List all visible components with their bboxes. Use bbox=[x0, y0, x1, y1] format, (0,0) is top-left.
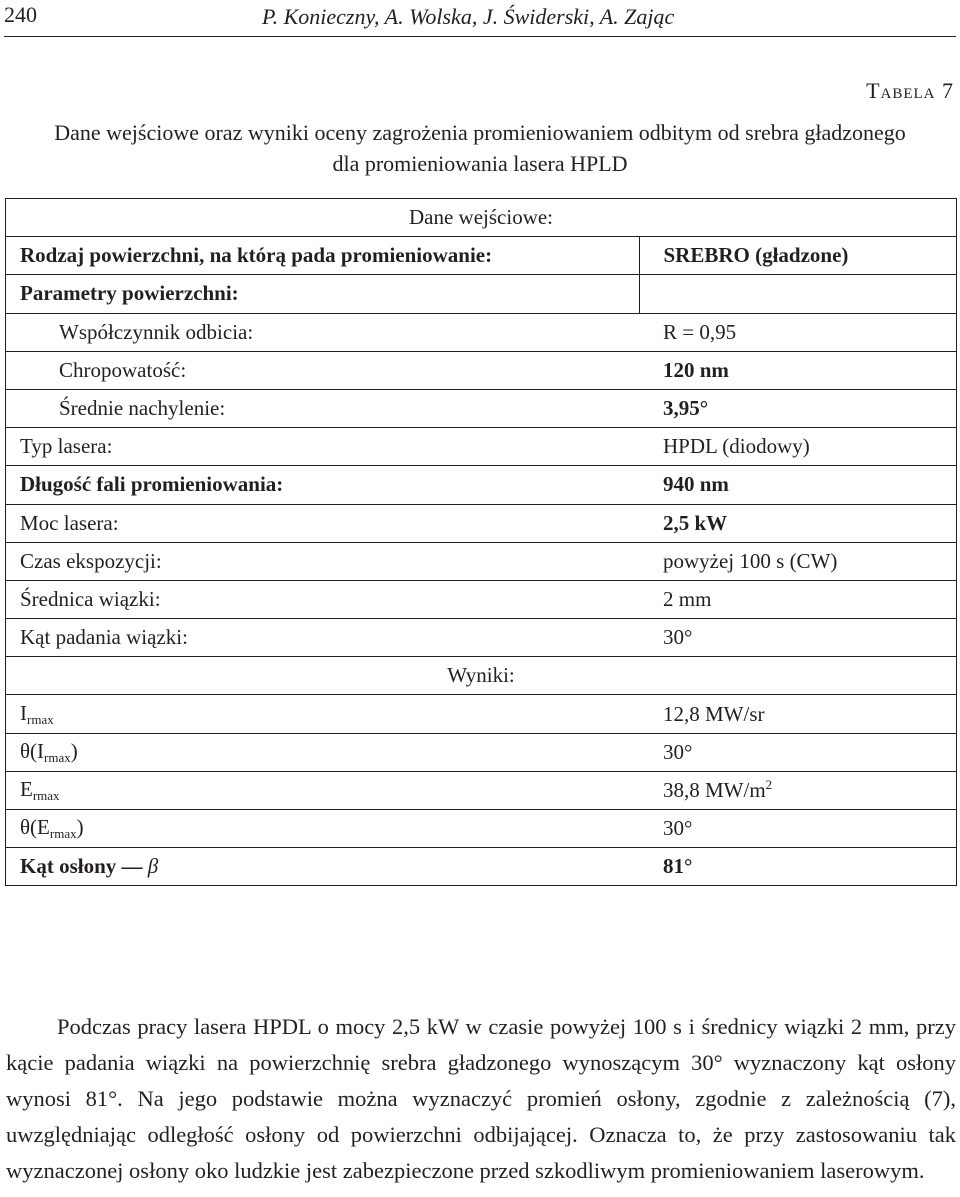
theta-i-suffix: ) bbox=[70, 738, 78, 763]
theta-e-subscript: rmax bbox=[49, 826, 77, 842]
theta-i-label bbox=[6, 733, 640, 771]
e-rmax-subscript: rmax bbox=[32, 787, 60, 803]
table-row bbox=[6, 695, 957, 733]
theta-e-suffix: ) bbox=[76, 815, 84, 840]
table-row bbox=[6, 542, 957, 580]
laser-type-label: Typ lasera: bbox=[6, 428, 640, 466]
table-row bbox=[6, 313, 957, 351]
e-rmax-value-sup: 2 bbox=[765, 777, 773, 793]
table-row bbox=[6, 237, 957, 275]
power-label: Moc lasera: bbox=[6, 504, 640, 542]
exposure-value: powyżej 100 s (CW) bbox=[639, 542, 957, 580]
theta-e-label bbox=[6, 810, 640, 848]
slope-value: 3,95° bbox=[639, 389, 957, 427]
table-row bbox=[6, 504, 957, 542]
theta-e-value: 30° bbox=[639, 810, 957, 848]
shield-angle-text: Kąt osłony — bbox=[20, 854, 148, 879]
table-row bbox=[6, 351, 957, 389]
table-row bbox=[6, 619, 957, 657]
wavelength-value: 940 nm bbox=[639, 466, 957, 504]
shield-angle-value: 81° bbox=[663, 854, 693, 879]
wavelength-label: Długość fali promieniowania: bbox=[6, 466, 640, 504]
surface-params-label: Parametry powierzchni: bbox=[6, 275, 640, 313]
i-rmax-label bbox=[6, 695, 640, 733]
e-rmax-label bbox=[6, 771, 640, 809]
header-rule bbox=[4, 36, 956, 37]
table-row bbox=[6, 733, 957, 771]
i-rmax-subscript: rmax bbox=[27, 711, 54, 727]
surface-type-label: Rodzaj powierzchni, na którą pada promieniowanie: bbox=[6, 237, 640, 275]
power-value: 2,5 kW bbox=[639, 504, 957, 542]
i-rmax-symbol: I bbox=[20, 700, 27, 725]
beam-diameter-label: Średnica wiązki: bbox=[6, 580, 640, 618]
data-table bbox=[5, 198, 957, 886]
reflectance-value: R = 0,95 bbox=[639, 313, 957, 351]
table-caption bbox=[4, 117, 956, 179]
theta-e-prefix: θ(E bbox=[20, 815, 50, 840]
e-rmax-symbol: E bbox=[20, 776, 33, 801]
incidence-angle-label: Kąt padania wiązki: bbox=[6, 619, 640, 657]
table-label: Tabela 7 bbox=[866, 78, 954, 103]
reflectance-label: Współczynnik odbicia: bbox=[6, 313, 640, 351]
table-section-inputs bbox=[6, 199, 957, 237]
roughness-value: 120 nm bbox=[639, 351, 957, 389]
e-rmax-value bbox=[639, 771, 957, 809]
table-row bbox=[6, 466, 957, 504]
running-header bbox=[0, 0, 960, 40]
theta-i-value: 30° bbox=[639, 733, 957, 771]
table-row bbox=[6, 848, 957, 886]
table-caption-line-1: Dane wejściowe oraz wyniki oceny zagrożenia promieniowaniem odbitym od srebra gładzonego bbox=[54, 120, 906, 145]
table-section-results bbox=[6, 657, 957, 695]
e-rmax-value-main: 38,8 MW/m bbox=[663, 778, 766, 803]
inputs-heading: Dane wejściowe: bbox=[6, 199, 957, 237]
i-rmax-value: 12,8 MW/sr bbox=[639, 695, 957, 733]
table-row bbox=[6, 275, 957, 313]
table-row bbox=[6, 810, 957, 848]
table-row bbox=[6, 428, 957, 466]
results-heading: Wyniki: bbox=[6, 657, 957, 695]
theta-i-prefix: θ(I bbox=[20, 738, 45, 763]
surface-type-value: SREBRO (gładzone) bbox=[639, 237, 957, 275]
beam-diameter-value: 2 mm bbox=[639, 580, 957, 618]
body-paragraph: Podczas pracy lasera HPDL o mocy 2,5 kW w czasie powyżej 100 s i średnicy wiązki 2 mm, przy kącie padania wiązki na powierzchnię srebra gładzonego wynoszącym 30° wyznaczony kąt osłony wynosi 81°. Na jego podstawie można wyznaczyć promień osłony, zgodnie z zależnością (7), uwzględniając odległość osłony od powierzchni odbijającej. Oznacza to, że przy zastosowaniu tak wyznaczonej osłony oko ludzkie jest zabezpieczone przed szkodliwym promieniowaniem laserowym. bbox=[6, 1013, 956, 1183]
shield-angle-symbol: β bbox=[147, 854, 159, 879]
running-header-authors: P. Konieczny, A. Wolska, J. Świderski, A. Zając bbox=[262, 4, 675, 29]
table-row bbox=[6, 389, 957, 427]
incidence-angle-value: 30° bbox=[639, 619, 957, 657]
laser-type-value: HPDL (diodowy) bbox=[639, 428, 957, 466]
theta-i-subscript: rmax bbox=[44, 749, 71, 765]
page-number: 240 bbox=[4, 2, 37, 27]
shield-angle-label bbox=[6, 848, 640, 886]
table-row bbox=[6, 771, 957, 809]
exposure-label: Czas ekspozycji: bbox=[6, 542, 640, 580]
roughness-label: Chropowatość: bbox=[6, 351, 640, 389]
surface-params-value bbox=[639, 275, 957, 313]
slope-label: Średnie nachylenie: bbox=[6, 389, 640, 427]
table-row bbox=[6, 580, 957, 618]
table-caption-line-2: dla promieniowania lasera HPLD bbox=[332, 151, 628, 176]
